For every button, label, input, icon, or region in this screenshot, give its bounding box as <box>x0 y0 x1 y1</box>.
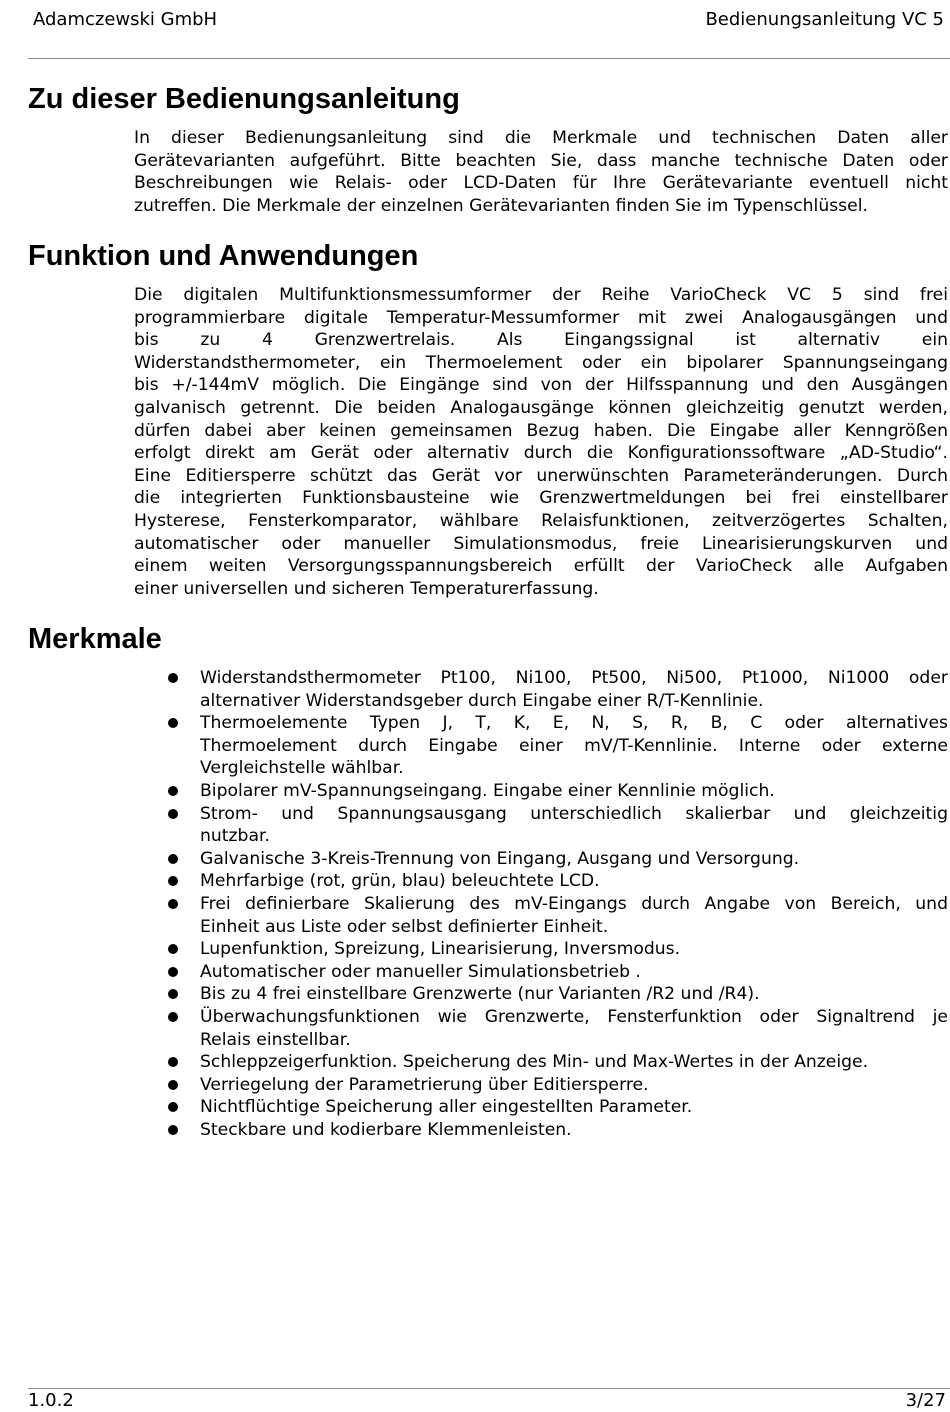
bullet-icon <box>168 786 178 796</box>
feature-item <box>166 780 948 803</box>
bullet-icon <box>168 718 178 728</box>
bullet-icon <box>168 967 178 977</box>
paragraph-line: automatischer oder manueller Simulationsmodus, freie Linearisierungskurven und <box>134 533 948 554</box>
paragraph-function <box>134 284 948 600</box>
feature-item <box>166 712 948 780</box>
bullet-icon <box>168 944 178 954</box>
header-divider <box>28 58 950 59</box>
feature-item-line: Steckbare und kodierbare Klemmenleisten. <box>200 1119 572 1140</box>
paragraph-line: Widerstandsthermometer, ein Thermoelement oder ein bipolarer Spannungseingang <box>134 352 948 373</box>
bullet-icon <box>168 854 178 864</box>
footer-page-number: 3/27 <box>905 1390 946 1411</box>
paragraph-line: dürfen dabei aber keinen gemeinsamen Bezug haben. Die Eingabe aller Kenngrößen <box>134 420 948 441</box>
bullet-icon <box>168 989 178 999</box>
feature-item <box>166 803 948 848</box>
feature-item-line: Überwachungsfunktionen wie Grenzwerte, Fensterfunktion oder Signaltrend je <box>200 1006 948 1027</box>
paragraph-line: Hysterese, Fensterkomparator, wählbare Relaisfunktionen, zeitverzögertes Schalten, <box>134 510 948 531</box>
paragraph-line: zutreffen. Die Merkmale der einzelnen Gerätevarianten finden Sie im Typenschlüssel. <box>134 195 868 216</box>
feature-item <box>166 1051 948 1074</box>
feature-item-line: Einheit aus Liste oder selbst definierter Einheit. <box>200 916 609 937</box>
heading-about: Zu dieser Bedienungsanleitung <box>28 83 460 115</box>
feature-item-line: Automatischer oder manueller Simulationsbetrieb . <box>200 961 641 982</box>
paragraph-line: die integrierten Funktionsbausteine wie Grenzwertmeldungen bei frei einstellbarer <box>134 488 948 509</box>
feature-item-line: Mehrfarbige (rot, grün, blau) beleuchtete LCD. <box>200 871 600 892</box>
feature-item <box>166 893 948 938</box>
paragraph-line: bis zu 4 Grenzwertrelais. Als Eingangssignal ist alternativ ein <box>134 330 948 351</box>
bullet-icon <box>168 1080 178 1090</box>
feature-item <box>166 983 948 1006</box>
feature-item <box>166 1074 948 1097</box>
bullet-icon <box>168 876 178 886</box>
feature-item-line: Strom- und Spannungsausgang unterschiedlich skalierbar und gleichzeitig <box>200 803 948 824</box>
bullet-icon <box>168 673 178 683</box>
feature-list <box>166 667 948 1141</box>
feature-item-line: Bis zu 4 frei einstellbare Grenzwerte (nur Varianten /R2 und /R4). <box>200 984 760 1005</box>
paragraph-line: einem weiten Versorgungsspannungsbereich erfüllt der VarioCheck alle Aufgaben <box>134 556 948 577</box>
paragraph-line: Eine Editiersperre schützt das Gerät vor unerwünschten Parameteränderungen. Durch <box>134 465 948 486</box>
feature-item-line: Nichtflüchtige Speicherung aller eingestellten Parameter. <box>200 1097 693 1118</box>
paragraph-about <box>134 127 948 217</box>
header-company: Adamczewski GmbH <box>33 9 218 30</box>
feature-item-line: Bipolarer mV-Spannungseingang. Eingabe einer Kennlinie möglich. <box>200 780 775 801</box>
bullet-icon <box>168 809 178 819</box>
feature-item-line: Lupenfunktion, Spreizung, Linearisierung, Inversmodus. <box>200 939 681 960</box>
paragraph-line: Beschreibungen wie Relais- oder LCD-Daten für Ihre Gerätevariante eventuell nicht <box>134 173 948 194</box>
paragraph-line: Gerätevarianten aufgeführt. Bitte beachten Sie, dass manche technische Daten oder <box>134 150 948 171</box>
feature-item <box>166 1006 948 1051</box>
bullet-icon <box>168 1102 178 1112</box>
heading-features: Merkmale <box>28 623 162 655</box>
paragraph-line: erfolgt direkt am Gerät oder alternativ durch die Konfigurationssoftware „AD-Studio“. <box>134 443 948 464</box>
feature-item-line: Thermoelement durch Eingabe einer mV/T-Kennlinie. Interne oder externe <box>200 735 948 756</box>
paragraph-line: galvanisch getrennt. Die beiden Analogausgänge können gleichzeitig genutzt werden, <box>134 397 948 418</box>
bullet-icon <box>168 1125 178 1135</box>
feature-item-line: Schleppzeigerfunktion. Speicherung des Min- und Max-Wertes in der Anzeige. <box>200 1052 869 1073</box>
header-doc-title: Bedienungsanleitung VC 5 <box>705 9 944 30</box>
footer-version: 1.0.2 <box>28 1390 74 1411</box>
feature-item-line: Widerstandsthermometer Pt100, Ni100, Pt500, Ni500, Pt1000, Ni1000 oder <box>200 668 948 688</box>
feature-item <box>166 1119 948 1142</box>
heading-function: Funktion und Anwendungen <box>28 240 419 272</box>
feature-item <box>166 870 948 893</box>
feature-item-line: nutzbar. <box>200 826 270 847</box>
bullet-icon <box>168 1057 178 1067</box>
feature-item-line: Galvanische 3-Kreis-Trennung von Eingang, Ausgang und Versorgung. <box>200 848 800 869</box>
feature-item-line: Thermoelemente Typen J, T, K, E, N, S, R, B, C oder alternatives <box>200 713 948 734</box>
paragraph-line: Die digitalen Multifunktionsmessumformer der Reihe VarioCheck VC 5 sind frei <box>134 285 948 305</box>
footer-divider <box>28 1388 950 1389</box>
paragraph-line: In dieser Bedienungsanleitung sind die Merkmale und technischen Daten aller <box>134 128 948 148</box>
bullet-icon <box>168 1012 178 1022</box>
feature-item <box>166 848 948 871</box>
feature-item-line: alternativer Widerstandsgeber durch Eingabe einer R/T-Kennlinie. <box>200 690 764 711</box>
feature-item <box>166 667 948 712</box>
feature-item-line: Verriegelung der Parametrierung über Editiersperre. <box>200 1074 649 1095</box>
bullet-icon <box>168 899 178 909</box>
feature-item <box>166 1096 948 1119</box>
feature-item-line: Vergleichstelle wählbar. <box>200 758 404 779</box>
paragraph-line: programmierbare digitale Temperatur-Messumformer mit zwei Analogausgängen und <box>134 307 948 328</box>
paragraph-line: einer universellen und sicheren Temperaturerfassung. <box>134 578 599 599</box>
feature-item <box>166 938 948 961</box>
feature-item-line: Relais einstellbar. <box>200 1029 351 1050</box>
paragraph-line: bis +/-144mV möglich. Die Eingänge sind von der Hilfsspannung und den Ausgängen <box>134 375 948 396</box>
feature-item-line: Frei definierbare Skalierung des mV-Eingangs durch Angabe von Bereich, und <box>200 893 948 914</box>
feature-item <box>166 961 948 984</box>
